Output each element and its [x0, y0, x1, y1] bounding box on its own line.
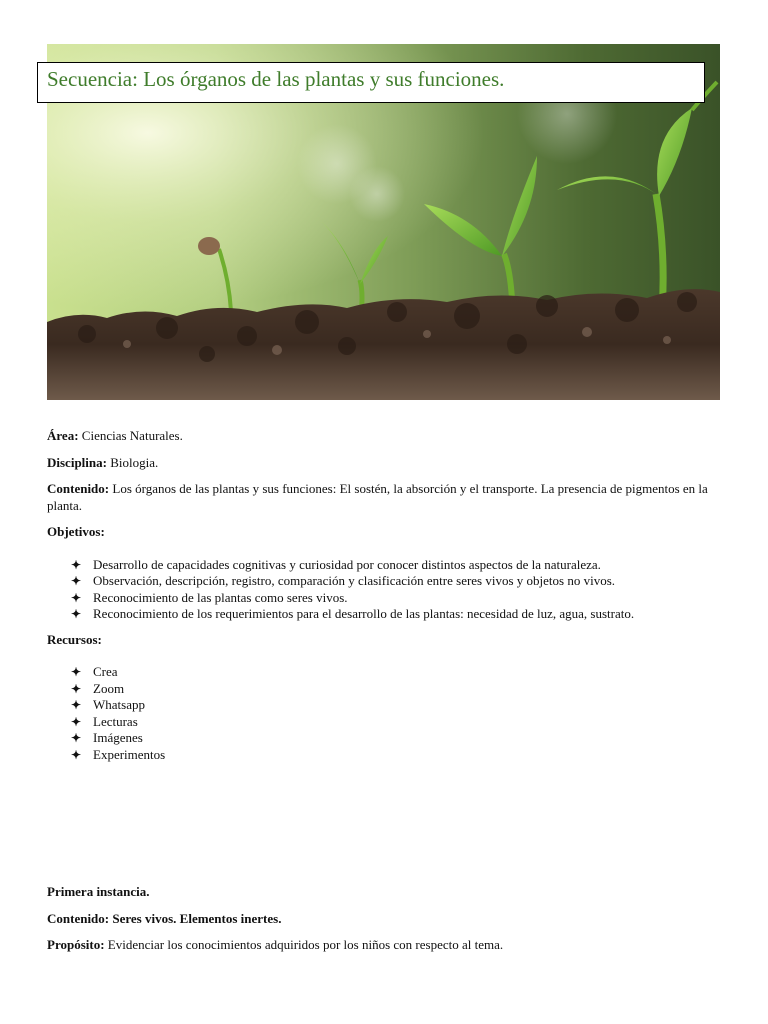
bullet-icon: ✦ [71, 665, 82, 679]
bullet-icon: ✦ [71, 698, 82, 712]
bullet-icon: ✦ [71, 590, 82, 605]
list-item [47, 714, 727, 731]
list-item [47, 730, 727, 747]
objetivos-heading [47, 524, 727, 541]
proposito-label: Propósito: [47, 937, 105, 952]
disciplina-value: Biologia. [110, 454, 159, 470]
section-heading: Primera instancia. [47, 884, 150, 899]
objetivo-text: Reconocimiento de los requerimientos para el desarrollo de las plantas: necesidad de luz, agua, sustrato. [93, 606, 635, 621]
document-body [47, 428, 727, 772]
objetivo-text: Observación, descripción, registro, comparación y clasificación entre seres vivos y objetos no vivos. [93, 573, 616, 588]
objetivos-label: Objetivos: [47, 524, 105, 539]
contenido-label: Contenido: [47, 481, 110, 496]
document-title: Secuencia: Los órganos de las plantas y sus funciones. [47, 67, 505, 91]
disciplina-label: Disciplina: [47, 454, 107, 470]
primera-contenido-value: Seres vivos. Elementos inertes. [112, 910, 282, 926]
bullet-icon: ✦ [71, 714, 82, 729]
area-field [47, 428, 727, 445]
primera-instancia-heading [47, 884, 727, 901]
recursos-heading [47, 632, 727, 649]
proposito-field [47, 937, 727, 954]
list-item [47, 747, 727, 764]
proposito-value: Evidenciar los conocimientos adquiridos por los niños con respecto al tema. [107, 937, 504, 952]
recurso-text: Crea [93, 664, 118, 679]
recursos-list [47, 664, 727, 763]
title-box [37, 62, 705, 103]
bullet-icon: ✦ [71, 557, 82, 572]
area-label: Área: [47, 428, 79, 443]
bullet-icon: ✦ [71, 574, 82, 588]
primera-contenido-field [47, 911, 727, 928]
recurso-text: Whatsapp [93, 697, 145, 712]
contenido-field [47, 481, 727, 514]
primera-contenido-label: Contenido: [47, 910, 110, 926]
bullet-icon: ✦ [71, 731, 82, 745]
list-item [47, 573, 727, 590]
list-item [47, 697, 727, 714]
objetivos-list [47, 557, 727, 623]
recurso-text: Zoom [93, 680, 125, 696]
list-item [47, 590, 727, 607]
bullet-icon: ✦ [71, 747, 82, 762]
contenido-value: Los órganos de las plantas y sus funciones: El sostén, la absorción y el transporte. La presencia de pigmentos en la planta. [47, 481, 708, 513]
objetivo-text: Desarrollo de capacidades cognitivas y curiosidad por conocer distintos aspectos de la naturaleza. [93, 556, 601, 572]
bullet-icon: ✦ [71, 607, 82, 621]
list-item [47, 681, 727, 698]
primera-instancia-section [47, 884, 727, 964]
recursos-label: Recursos: [47, 631, 102, 647]
list-item [47, 606, 727, 623]
recurso-text: Imágenes [93, 730, 143, 745]
disciplina-field [47, 455, 727, 472]
bullet-icon: ✦ [71, 681, 82, 696]
recurso-text: Lecturas [93, 713, 138, 729]
list-item [47, 557, 727, 574]
area-value: Ciencias Naturales. [81, 428, 183, 443]
list-item [47, 664, 727, 681]
recurso-text: Experimentos [93, 746, 166, 762]
objetivo-text: Reconocimiento de las plantas como seres vivos. [93, 589, 348, 605]
